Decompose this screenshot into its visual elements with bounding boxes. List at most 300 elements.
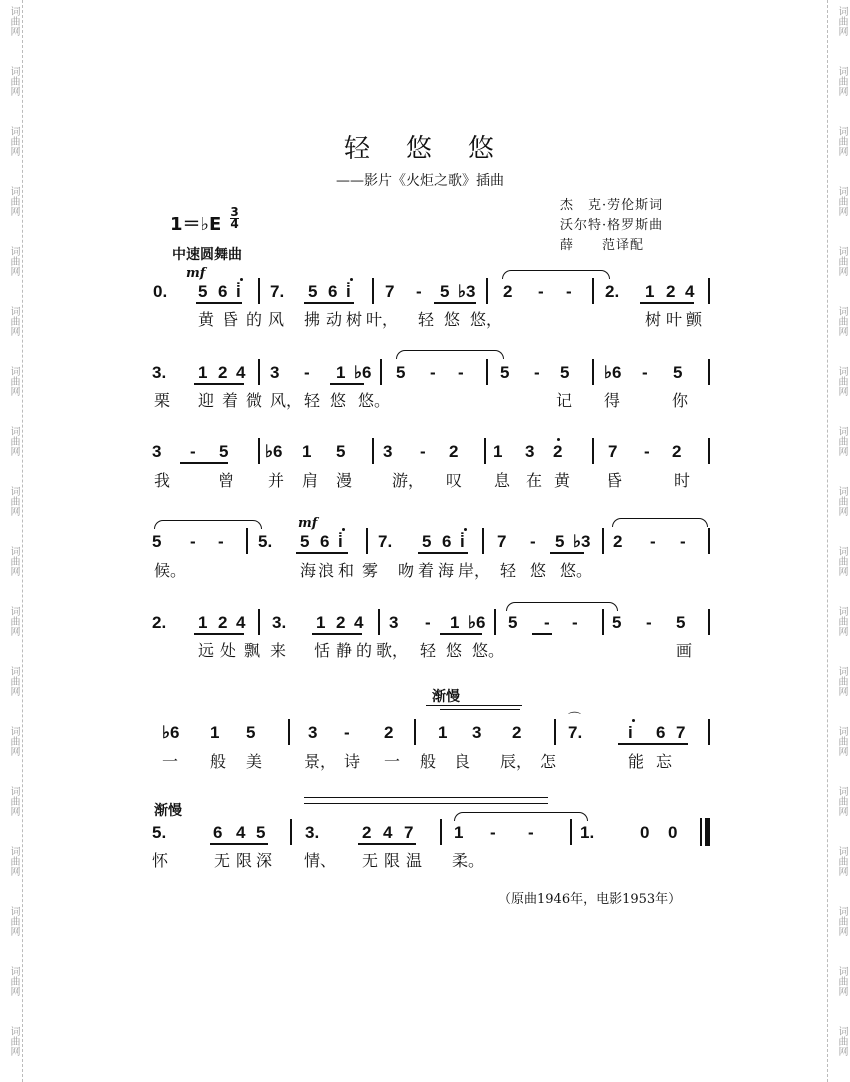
note: 4 (354, 613, 364, 632)
lyric-syllable: 美 (246, 752, 263, 771)
note: 4 (383, 823, 393, 842)
lyric-syllable: 迎 (198, 391, 215, 410)
note: 5 (673, 363, 683, 382)
note: 2 (613, 532, 623, 551)
note: 6 (656, 723, 666, 742)
lyric-syllable: 情、 (304, 851, 337, 870)
beam-underline (210, 843, 268, 845)
beam-underline (550, 552, 584, 554)
note: 2 (362, 823, 372, 842)
dynamic-mf-2: mf (298, 516, 318, 531)
lyric-syllable: 叶， (366, 310, 399, 329)
barline (708, 438, 710, 464)
watermark-text: 词曲网 (836, 6, 847, 36)
note: 3. (152, 363, 167, 382)
barline (486, 278, 488, 304)
barline (592, 278, 594, 304)
note: 2 (218, 363, 228, 382)
note: 5 (152, 532, 162, 551)
note: - (566, 282, 572, 301)
time-signature-bottom: 4 (230, 217, 239, 231)
note: 7 (404, 823, 414, 842)
note: 6 (442, 532, 452, 551)
lyric-syllable: 树 (346, 310, 363, 329)
lyric-syllable: 静 (336, 641, 353, 660)
barline (602, 609, 604, 635)
watermark-text: 词曲网 (8, 606, 19, 636)
lyric-syllable: 轻 (420, 641, 437, 660)
lyric-syllable: 怀 (152, 851, 169, 870)
note: ♭6 (265, 442, 283, 461)
tie-slur (502, 270, 610, 279)
lyric-syllable: 景， (304, 752, 337, 771)
note: - (190, 442, 196, 461)
key-signature: 1＝♭E (170, 214, 222, 235)
note: 7 (497, 532, 507, 551)
note: - (680, 532, 686, 551)
watermark-text: 词曲网 (836, 426, 847, 456)
note: 5 (396, 363, 406, 382)
octave-dot (464, 528, 467, 531)
barline (602, 528, 604, 554)
lyric-syllable: 一 (162, 752, 179, 771)
watermark-text: 词曲网 (8, 306, 19, 336)
note: ♭3 (458, 282, 476, 301)
rit-line (304, 803, 548, 804)
watermark-text: 词曲网 (8, 366, 19, 396)
note: - (304, 363, 310, 382)
watermark-text: 词曲网 (836, 126, 847, 156)
lyric-syllable: 我 (154, 471, 171, 490)
watermark-text: 词曲网 (836, 1026, 847, 1056)
lyricist-credit: 杰 克·劳伦斯词 (560, 198, 664, 213)
lyric-syllable: 吻 (398, 561, 415, 580)
watermark-text: 词曲网 (8, 846, 19, 876)
note: 4 (236, 613, 246, 632)
lyric-syllable: 柔。 (452, 851, 485, 870)
note: 6 (218, 282, 228, 301)
watermark-text: 词曲网 (836, 306, 847, 336)
song-subtitle: ——影片《火炬之歌》插曲 (336, 173, 504, 189)
lyric-syllable: 昏 (222, 310, 239, 329)
lyric-syllable: 得 (604, 391, 621, 410)
note: - (190, 532, 196, 551)
note: 7. (568, 723, 583, 742)
lyric-syllable: 悠。 (472, 641, 505, 660)
barline (484, 438, 486, 464)
note: - (218, 532, 224, 551)
note: - (538, 282, 544, 301)
lyric-syllable: 飘 (244, 641, 261, 660)
beam-underline (196, 302, 242, 304)
barline (486, 359, 488, 385)
beam-underline (312, 633, 362, 635)
beam-underline (440, 633, 482, 635)
lyric-syllable: 怎 (540, 752, 557, 771)
note: - (650, 532, 656, 551)
lyric-syllable: 限 (384, 851, 401, 870)
watermark-text: 词曲网 (8, 486, 19, 516)
note: - (430, 363, 436, 382)
watermark-text: 词曲网 (8, 966, 19, 996)
note: 2 (553, 442, 563, 461)
note: ♭3 (573, 532, 591, 551)
lyric-syllable: 时 (674, 471, 691, 490)
note: 0 (668, 823, 678, 842)
note: 1 (645, 282, 655, 301)
barline (708, 278, 710, 304)
note: 7 (676, 723, 686, 742)
note: 0. (153, 282, 168, 301)
note: 3 (472, 723, 482, 742)
translator-credit: 薛 范译配 (560, 238, 645, 253)
left-watermark-strip (0, 0, 23, 1082)
lyric-syllable: 拂 (304, 310, 321, 329)
lyric-syllable: 和 (338, 561, 355, 580)
composer-credit: 沃尔特·格罗斯曲 (560, 218, 664, 233)
note: - (642, 363, 648, 382)
barline (258, 438, 260, 464)
note: 3 (270, 363, 280, 382)
lyric-syllable: 轻 (418, 310, 435, 329)
lyric-syllable: 诗 (344, 752, 361, 771)
note: 4 (236, 363, 246, 382)
barline (246, 528, 248, 554)
octave-dot (240, 278, 243, 281)
time-signature (230, 207, 239, 230)
note: 2. (152, 613, 167, 632)
lyric-syllable: 温 (406, 851, 423, 870)
tie-slur (612, 518, 708, 527)
lyric-syllable: 树 (645, 310, 662, 329)
watermark-text: 词曲网 (8, 66, 19, 96)
note: i (628, 723, 633, 742)
note: 3. (305, 823, 320, 842)
note: 2 (449, 442, 459, 461)
lyric-syllable: 辰， (500, 752, 533, 771)
octave-dot (342, 528, 345, 531)
lyric-syllable: 悠 (530, 561, 547, 580)
note: ♭6 (354, 363, 372, 382)
note: 5 (198, 282, 208, 301)
note: 5 (219, 442, 229, 461)
note: 7 (608, 442, 618, 461)
note: - (416, 282, 422, 301)
barline (290, 819, 292, 845)
lyric-syllable: 岸， (458, 561, 491, 580)
note: 6 (320, 532, 330, 551)
lyric-syllable: 漫 (336, 471, 353, 490)
lyric-syllable: 的 (356, 641, 373, 660)
beam-underline (180, 462, 228, 464)
lyric-syllable: 悠。 (358, 391, 391, 410)
barline (494, 609, 496, 635)
barline (554, 719, 556, 745)
beam-underline (434, 302, 476, 304)
lyric-syllable: 恬 (314, 641, 331, 660)
note: 1 (316, 613, 326, 632)
note: 5 (676, 613, 686, 632)
lyric-syllable: 栗 (154, 391, 171, 410)
note: 2 (384, 723, 394, 742)
note: 7. (378, 532, 393, 551)
lyric-syllable: 轻 (500, 561, 517, 580)
lyric-syllable: 风， (270, 391, 303, 410)
watermark-text: 词曲网 (836, 186, 847, 216)
watermark-text: 词曲网 (8, 186, 19, 216)
barline (366, 528, 368, 554)
barline (708, 609, 710, 635)
note: 2 (503, 282, 513, 301)
note: 5 (500, 363, 510, 382)
octave-dot (350, 278, 353, 281)
note: 1 (450, 613, 460, 632)
note: - (490, 823, 496, 842)
barline (372, 438, 374, 464)
beam-underline (618, 743, 688, 745)
note: 3 (152, 442, 162, 461)
note: - (420, 442, 426, 461)
beam-underline (296, 552, 348, 554)
lyric-syllable: 轻 (304, 391, 321, 410)
tie-slur (506, 602, 618, 611)
note: 5 (612, 613, 622, 632)
lyric-syllable: 般 (210, 752, 227, 771)
lyric-syllable: 颤 (686, 310, 703, 329)
lyric-syllable: 叶 (666, 310, 683, 329)
barline (258, 278, 260, 304)
note: 2 (218, 613, 228, 632)
note: 2 (672, 442, 682, 461)
note: - (644, 442, 650, 461)
note: i̇ (338, 532, 343, 551)
final-barline (700, 818, 702, 846)
barline (378, 609, 380, 635)
note: 5 (308, 282, 318, 301)
lyric-syllable: 画 (676, 641, 693, 660)
beam-underline (640, 302, 694, 304)
right-watermark-strip (827, 0, 850, 1082)
beam-underline (418, 552, 468, 554)
note: 1. (580, 823, 595, 842)
lyric-syllable: 游， (392, 471, 425, 490)
footnote: （原曲1946年，电影1953年） (498, 892, 682, 907)
watermark-text: 词曲网 (836, 786, 847, 816)
watermark-text: 词曲网 (836, 846, 847, 876)
note: 4 (236, 823, 246, 842)
note: 1 (438, 723, 448, 742)
lyric-syllable: 叹 (446, 471, 463, 490)
beam-underline (330, 383, 364, 385)
song-title: 轻悠悠 (344, 134, 531, 164)
watermark-text: 词曲网 (8, 426, 19, 456)
note: 1 (493, 442, 503, 461)
note: 1 (302, 442, 312, 461)
tie-slur (396, 350, 504, 359)
lyric-syllable: 的 (246, 310, 263, 329)
barline (708, 359, 710, 385)
note: 3. (272, 613, 287, 632)
note: 1 (210, 723, 220, 742)
beam-underline (532, 633, 552, 635)
lyric-syllable: 一 (384, 752, 401, 771)
tie-slur (154, 520, 262, 529)
barline (288, 719, 290, 745)
note: 5 (508, 613, 518, 632)
note: 5. (258, 532, 273, 551)
watermark-text: 词曲网 (836, 726, 847, 756)
note: 3 (383, 442, 393, 461)
lyric-syllable: 息 (494, 471, 511, 490)
lyric-syllable: 肩 (302, 471, 319, 490)
note: 6 (213, 823, 223, 842)
lyric-syllable: 雾 (362, 561, 379, 580)
note: ♭6 (162, 723, 180, 742)
watermark-text: 词曲网 (836, 966, 847, 996)
fermata-icon: ⌒ (568, 712, 582, 727)
lyric-syllable: 海 (438, 561, 455, 580)
barline (258, 609, 260, 635)
note: 1 (198, 613, 208, 632)
note: 2 (336, 613, 346, 632)
watermark-text: 词曲网 (836, 606, 847, 636)
lyric-syllable: 浪 (318, 561, 335, 580)
watermark-text: 词曲网 (8, 246, 19, 276)
lyric-syllable: 着 (222, 391, 239, 410)
note: 0 (640, 823, 650, 842)
lyric-syllable: 忘 (656, 752, 673, 771)
barline (414, 719, 416, 745)
note: 5 (256, 823, 266, 842)
note: 5 (560, 363, 570, 382)
barline (482, 528, 484, 554)
final-barline-thick (705, 818, 710, 846)
beam-underline (304, 302, 354, 304)
note: 2 (666, 282, 676, 301)
lyric-syllable: 昏 (606, 471, 623, 490)
barline (570, 819, 572, 845)
beam-underline (358, 843, 416, 845)
lyric-syllable: 在 (526, 471, 543, 490)
note: ♭6 (468, 613, 486, 632)
note: - (425, 613, 431, 632)
lyric-syllable: 曾 (218, 471, 235, 490)
lyric-syllable: 悠。 (560, 561, 593, 580)
lyric-syllable: 能 (628, 752, 645, 771)
note: 5 (336, 442, 346, 461)
rit-line (304, 797, 548, 798)
note: 4 (685, 282, 695, 301)
barline (258, 359, 260, 385)
octave-dot (557, 438, 560, 441)
note: - (458, 363, 464, 382)
lyric-syllable: 微 (246, 391, 263, 410)
note: 1 (336, 363, 346, 382)
note: - (344, 723, 350, 742)
tie-slur (454, 812, 588, 821)
lyric-syllable: 悠 (330, 391, 347, 410)
note: 6 (328, 282, 338, 301)
note: 3 (525, 442, 535, 461)
note: - (646, 613, 652, 632)
note: 7. (270, 282, 285, 301)
lyric-syllable: 般 (420, 752, 437, 771)
watermark-text: 词曲网 (8, 126, 19, 156)
note: 1 (198, 363, 208, 382)
lyric-syllable: 歌， (376, 641, 409, 660)
watermark-text: 词曲网 (836, 246, 847, 276)
ritardando-marking-2: 渐慢 (154, 803, 182, 819)
note: - (544, 613, 550, 632)
rit-line (440, 709, 520, 710)
lyric-syllable: 远 (198, 641, 215, 660)
lyric-syllable: 良 (454, 752, 471, 771)
lyric-syllable: 悠 (446, 641, 463, 660)
watermark-text: 词曲网 (8, 546, 19, 576)
watermark-text: 词曲网 (836, 66, 847, 96)
note: - (528, 823, 534, 842)
lyric-syllable: 无 (362, 851, 379, 870)
note: 2. (605, 282, 620, 301)
barline (440, 819, 442, 845)
lyric-syllable: 候。 (154, 561, 187, 580)
ritardando-marking: 渐慢 (432, 689, 460, 705)
note: ♭6 (604, 363, 622, 382)
barline (708, 719, 710, 745)
lyric-syllable: 来 (270, 641, 287, 660)
watermark-text: 词曲网 (836, 486, 847, 516)
note: 5 (555, 532, 565, 551)
lyric-syllable: 无 (214, 851, 231, 870)
watermark-text: 词曲网 (8, 1026, 19, 1056)
lyric-syllable: 着 (418, 561, 435, 580)
note: - (572, 613, 578, 632)
beam-underline (194, 633, 244, 635)
lyric-syllable: 海 (300, 561, 317, 580)
note: - (530, 532, 536, 551)
lyric-syllable: 风 (268, 310, 285, 329)
note: 5. (152, 823, 167, 842)
octave-dot (632, 719, 635, 722)
barline (592, 359, 594, 385)
lyric-syllable: 悠 (444, 310, 461, 329)
note: 5 (422, 532, 432, 551)
lyric-syllable: 动 (326, 310, 343, 329)
lyric-syllable: 深 (256, 851, 273, 870)
note: i̇ (236, 282, 241, 301)
lyric-syllable: 你 (672, 391, 689, 410)
watermark-text: 词曲网 (8, 906, 19, 936)
watermark-text: 词曲网 (8, 6, 19, 36)
barline (592, 438, 594, 464)
barline (380, 359, 382, 385)
watermark-text: 词曲网 (836, 366, 847, 396)
lyric-syllable: 黄 (198, 310, 215, 329)
time-signature-top: 3 (230, 205, 239, 219)
rit-line (426, 705, 522, 706)
note: 5 (246, 723, 256, 742)
note: 3 (389, 613, 399, 632)
lyric-syllable: 处 (220, 641, 237, 660)
watermark-text: 词曲网 (836, 906, 847, 936)
note: 5 (300, 532, 310, 551)
note: 2 (512, 723, 522, 742)
watermark-text: 词曲网 (8, 726, 19, 756)
note: 5 (440, 282, 450, 301)
note: 3 (308, 723, 318, 742)
watermark-text: 词曲网 (8, 786, 19, 816)
dynamic-mf: mf (186, 266, 206, 281)
